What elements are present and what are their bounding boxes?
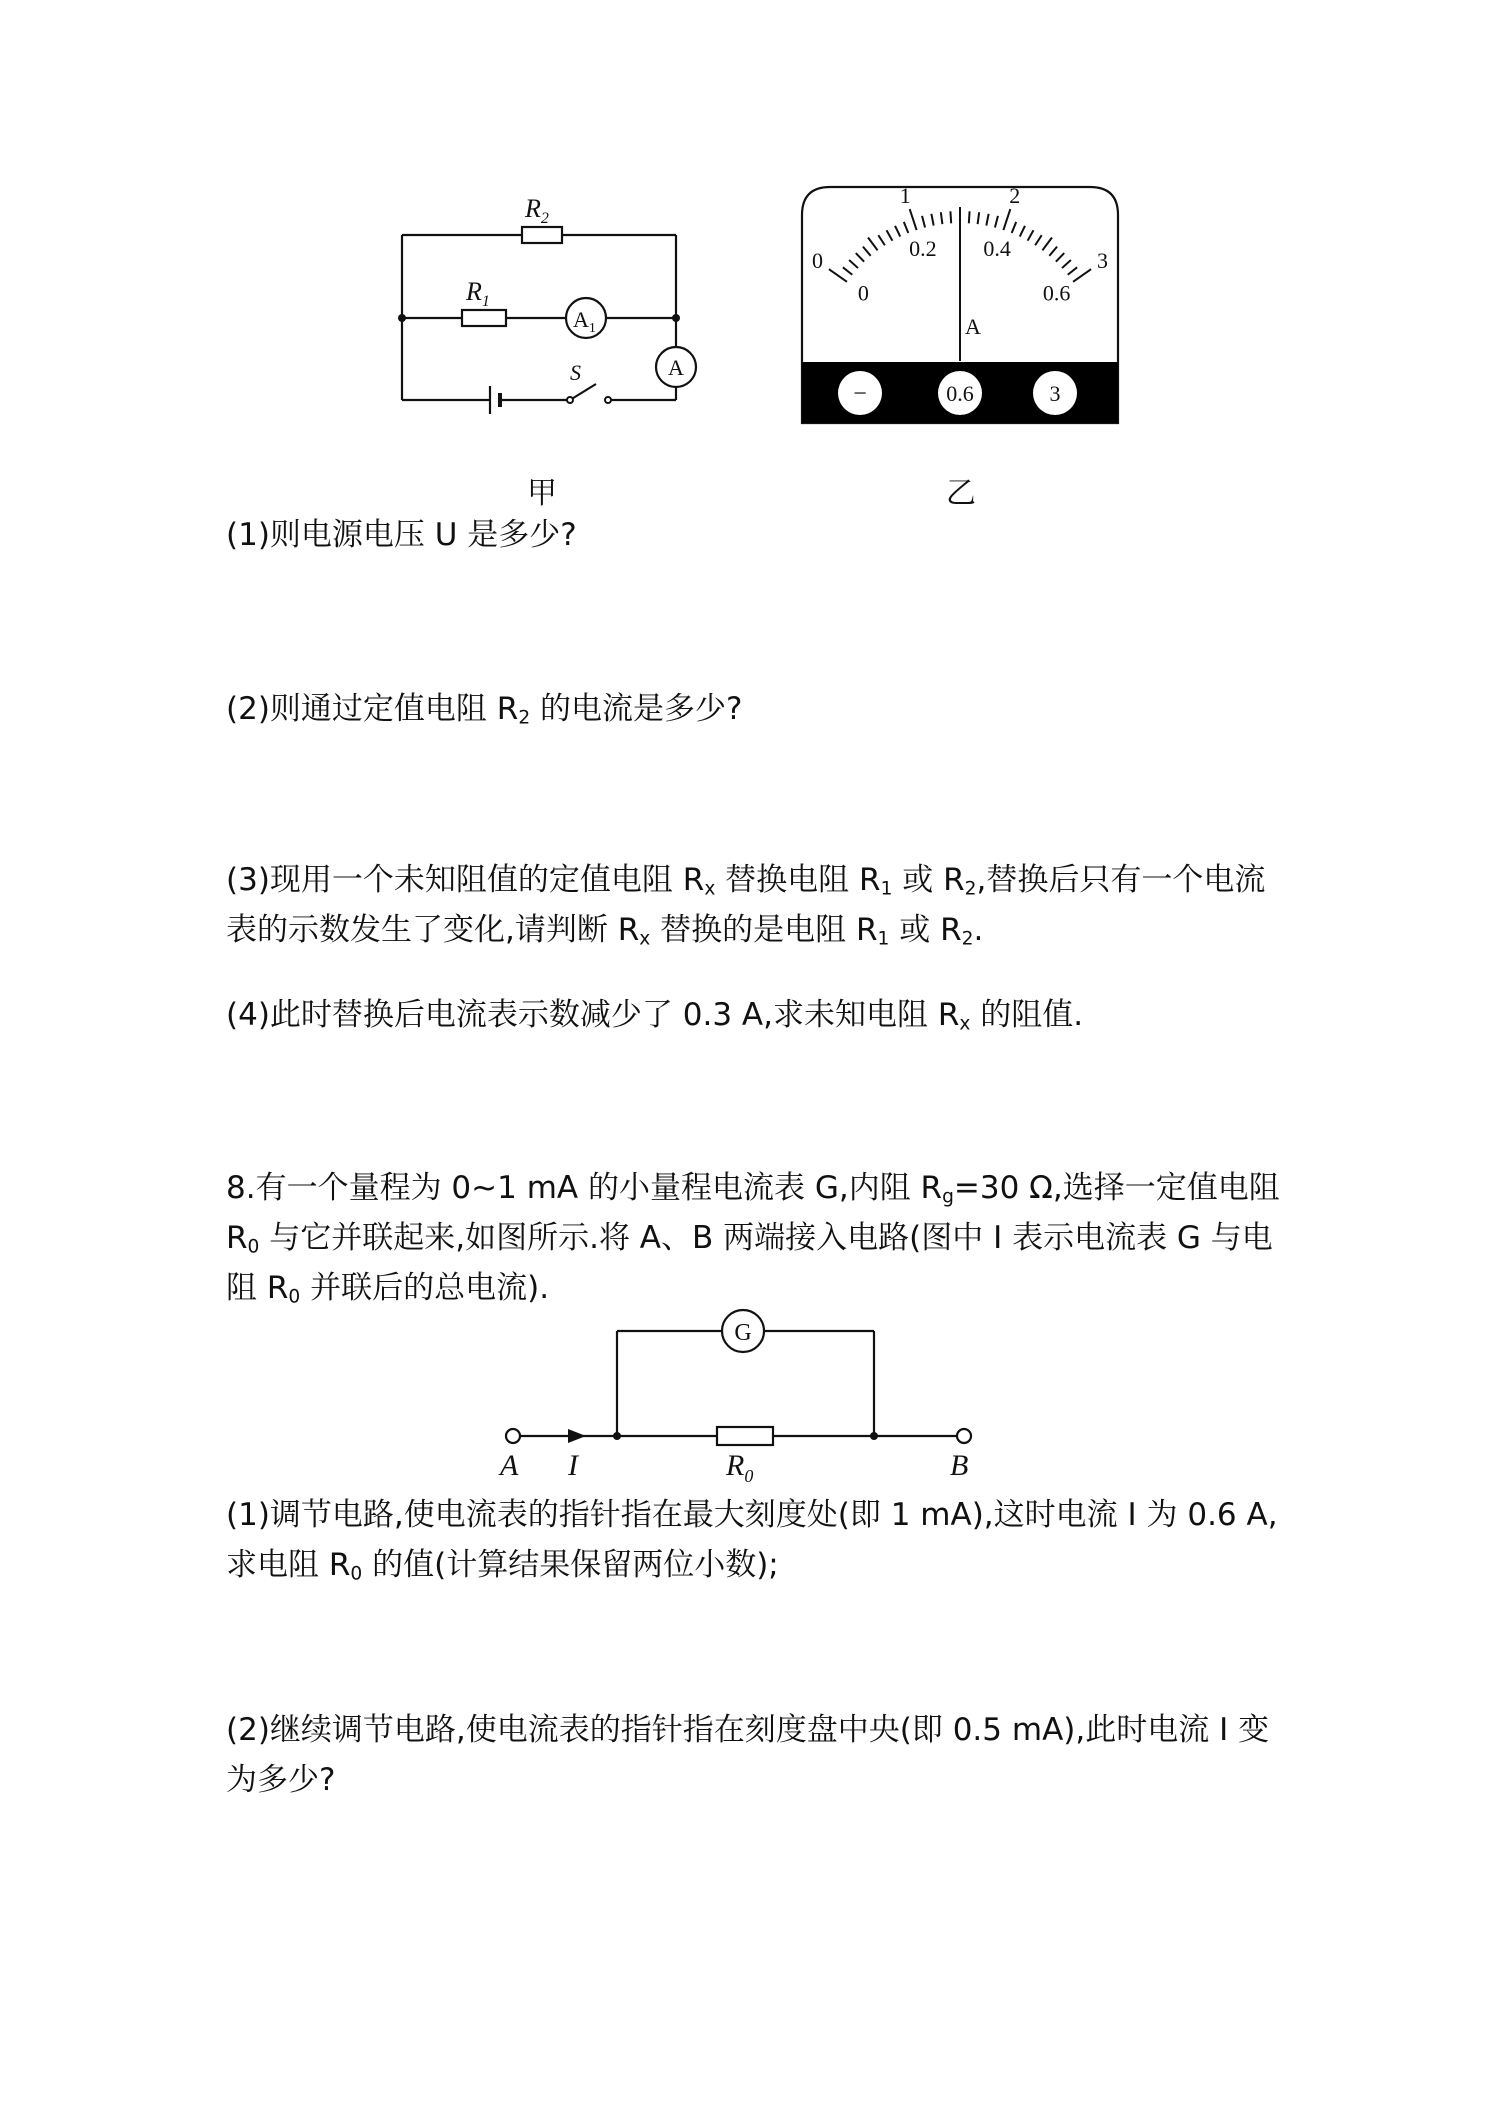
label-s: S <box>570 360 581 385</box>
dial-lower-scale-label: 0.4 <box>983 235 1011 261</box>
terminal-3[interactable] <box>1033 371 1077 415</box>
current-arrow <box>568 1429 586 1443</box>
dial-tick <box>969 211 970 223</box>
question-7-3: (3)现用一个未知阻值的定值电阻 $R_x$ 替换电阻 $R_1$ 或 $R_2$,替换后只有一个电流表的示数发生了变化,请判断 $R_x$ 替换的是电阻 $R_1$ 或 $R_2$. <box>226 862 1266 950</box>
figure-caption-jia: 甲 <box>527 476 557 511</box>
dial-lower-scale-label: 0.6 <box>1042 280 1071 306</box>
question-8-1: (1)调节电路,使电流表的指针指在最大刻度处(即 1 mA),这时电流 I 为 0.6 A,求电阻 $R_0$ 的值(计算结果保留两位小数); <box>226 1497 1278 1585</box>
question-8-2: (2)继续调节电路,使电流表的指针指在刻度盘中央(即 0.5 mA),此时电流 I 变为多少? <box>226 1712 1270 1798</box>
dial-lower-scale-label: 0 <box>857 280 869 306</box>
terminal-a <box>506 1429 520 1443</box>
question-7-1: (1)则电源电压 U 是多少? <box>226 517 577 553</box>
svg-text:−: − <box>853 381 867 407</box>
dial-tick <box>950 211 951 223</box>
dial-upper-scale-label: 1 <box>899 185 911 208</box>
resistor-r0 <box>717 1427 773 1445</box>
figure-caption-yi: 乙 <box>946 476 976 511</box>
problem-8-stem: 8.有一个量程为 0~1 mA 的小量程电流表 G,内阻 $R_g=30$ Ω,选择一定值电阻 $R_0$ 与它并联起来,如图所示.将 A、B 两端接入电路(图中 I 表示电流表 G 与电阻 $R_0$ 并联后的总电流). <box>226 1170 1280 1308</box>
dial-upper-scale-label: 0 <box>811 248 823 274</box>
dial-upper-scale-label: 3 <box>1097 248 1109 274</box>
circuit-diagram-problem-8 <box>490 1305 980 1485</box>
label-a: A <box>668 355 684 380</box>
label-a: A <box>500 1449 519 1482</box>
label-r2: $R_2$ <box>525 194 549 227</box>
terminal-b <box>957 1429 971 1443</box>
label-b: B <box>950 1449 969 1482</box>
label-i: I <box>568 1449 578 1482</box>
resistor-r2 <box>522 227 562 243</box>
label-a1: $A_1$ <box>573 307 596 336</box>
svg-text:3: 3 <box>1049 381 1061 406</box>
dial-unit-label: A <box>965 314 981 339</box>
label-g: G <box>734 1320 752 1346</box>
switch-s <box>570 384 596 400</box>
question-7-2: (2)则通过定值电阻 $R_2$ 的电流是多少? <box>226 691 743 729</box>
svg-text:0.6: 0.6 <box>946 381 974 406</box>
ammeter-dial-yi <box>800 185 1120 425</box>
terminal-0.6[interactable] <box>938 371 982 415</box>
circuit-diagram-jia <box>390 190 710 430</box>
label-r1: $R_1$ <box>466 277 490 310</box>
label-r0: $R_0$ <box>726 1449 754 1485</box>
terminal-negative[interactable] <box>838 371 882 415</box>
dial-upper-scale-label: 2 <box>1009 185 1021 208</box>
resistor-r1 <box>462 310 506 326</box>
question-7-4: (4)此时替换后电流表示数减少了 0.3 A,求未知电阻 $R_x$ 的阻值. <box>226 997 1084 1035</box>
dial-lower-scale-label: 0.2 <box>909 235 937 261</box>
